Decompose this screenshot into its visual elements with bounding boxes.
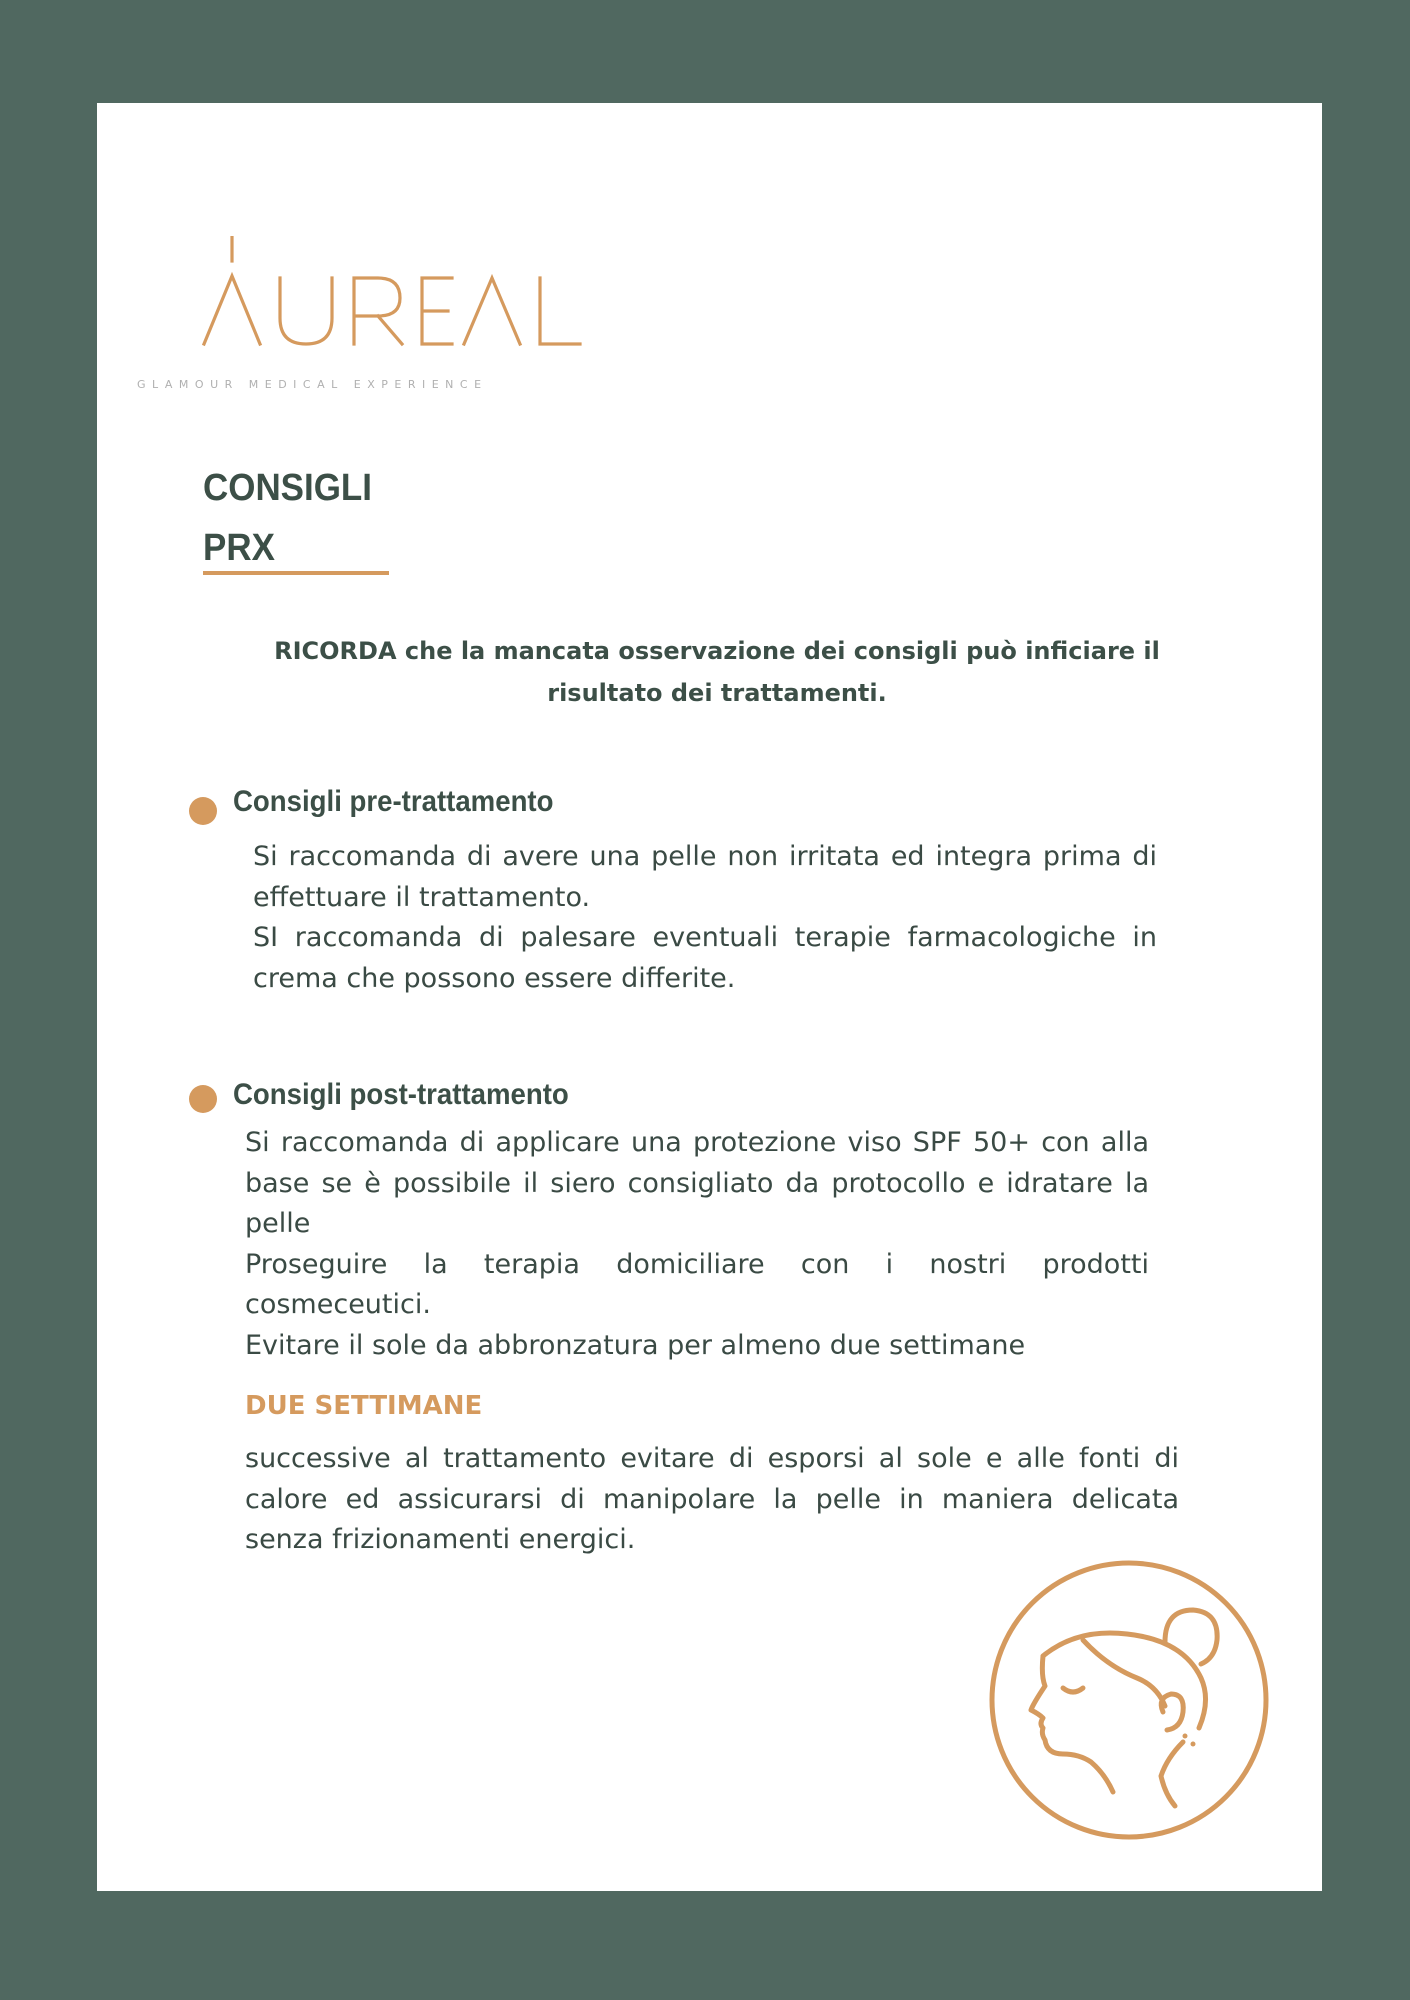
title-line-1: CONSIGLI	[203, 467, 372, 509]
page-title	[203, 458, 372, 578]
woman-face-profile-icon	[987, 1558, 1271, 1842]
post-paragraph-2: Proseguire la terapia domiciliare con i nostri prodotti cosmeceutici.	[245, 1248, 1149, 1320]
post-closing-paragraph: successive al trattamento evitare di esporsi al sole e alle fonti di calore ed assicurarsi di manipolare la pelle in maniera delicata senza frizionamenti energici.	[245, 1443, 1179, 1555]
title-underline	[203, 571, 389, 575]
post-treatment-text	[245, 1123, 1149, 1366]
document-page	[97, 103, 1322, 1891]
title-line-2: PRX	[203, 527, 275, 569]
post-closing-text	[245, 1439, 1179, 1561]
pre-paragraph-1: Si raccomanda di avere una pelle non irritata ed integra prima di effettuare il trattamento.	[253, 841, 1157, 913]
logo-tagline: GLAMOUR MEDICAL EXPERIENCE	[137, 378, 488, 391]
post-paragraph-3: Evitare il sole da abbronzatura per almeno due settimane	[245, 1329, 1026, 1361]
pre-paragraph-2: SI raccomanda di palesare eventuali terapie farmacologiche in crema che possono essere differite.	[253, 922, 1157, 994]
aureal-logo-mark	[202, 236, 642, 396]
aureal-logo	[202, 236, 642, 396]
circle-bullet-icon	[189, 797, 217, 825]
circle-bullet-icon	[189, 1085, 217, 1113]
post-treatment-heading: Consigli post-trattamento	[233, 1078, 569, 1111]
highlight-due-settimane: DUE SETTIMANE	[245, 1391, 483, 1421]
post-paragraph-1: Si raccomanda di applicare una protezione viso SPF 50+ con alla base se è possibile il siero consigliato da protocollo e idratare la pelle	[245, 1127, 1149, 1239]
reminder-note: RICORDA che la mancata osservazione dei consigli può inficiare il risultato dei trattamenti.	[274, 637, 1160, 707]
pre-treatment-text	[253, 837, 1157, 999]
pre-treatment-heading: Consigli pre-trattamento	[233, 785, 554, 818]
